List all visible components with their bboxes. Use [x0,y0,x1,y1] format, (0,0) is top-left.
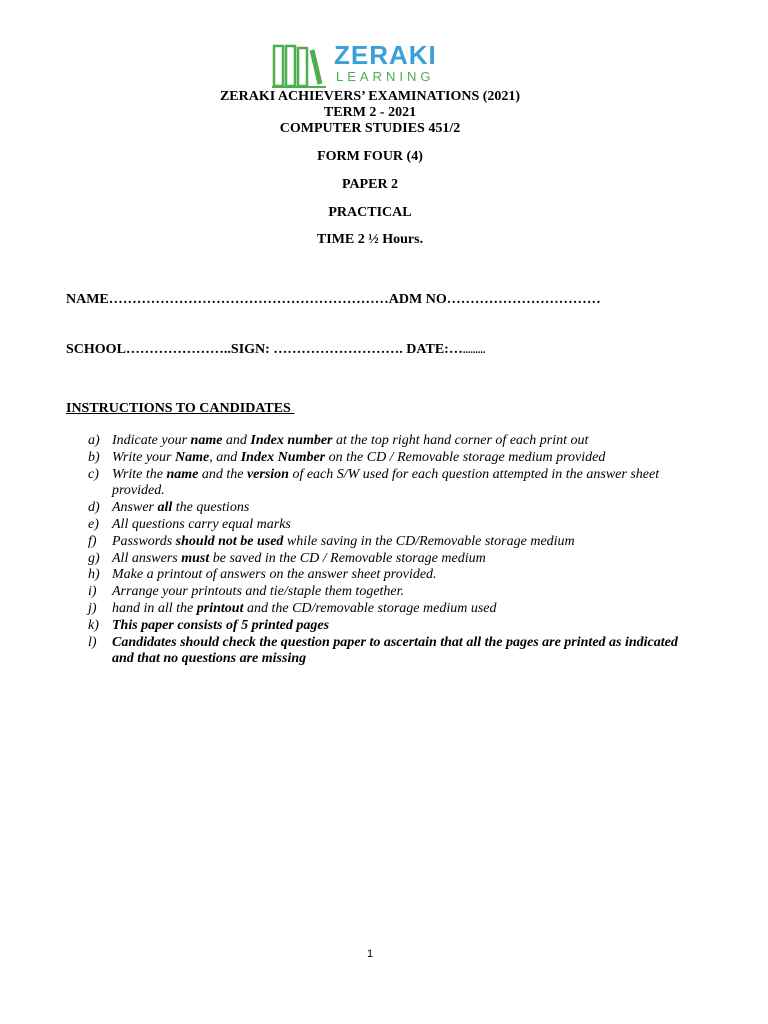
instruction-item [88,500,678,517]
instruction-text [112,467,678,501]
instruction-letter: i) [88,584,97,600]
instruction-emphasis: name [166,466,199,482]
instruction-item [88,551,678,568]
exam-title: ZERAKI ACHIEVERS’ EXAMINATIONS (2021) [219,89,521,104]
instruction-emphasis: Index Number [240,449,326,465]
instruction-item [88,467,678,501]
exam-form: FORM FOUR (4) [317,149,423,164]
instruction-text [112,584,678,601]
exam-term: TERM 2 - 2021 [323,105,417,120]
instruction-fragment: and the CD/removable storage medium used [243,600,497,616]
instruction-fragment: be saved in the CD / Removable storage medium [209,550,486,566]
instruction-emphasis: should not be used [175,533,284,549]
instruction-fragment: hand in all the [112,600,197,616]
instruction-fragment: on the CD / Removable storage medium provided [325,449,606,465]
instruction-text [112,601,678,618]
instruction-text [112,450,678,467]
instruction-text [112,517,678,534]
instruction-text [112,635,678,669]
logo-brand: ZERAKI [334,40,437,70]
school-sign-date-label: SCHOOL…………………..SIGN: ………………………. DATE:… [66,342,463,357]
instruction-emphasis: printout [196,600,244,616]
instruction-text [112,551,678,568]
instruction-item [88,635,678,669]
instruction-letter: e) [88,516,99,532]
logo-tagline: LEARNING [336,69,435,84]
instruction-letter: h) [88,567,100,583]
instruction-item [88,517,678,534]
instruction-fragment: Arrange your printouts and tie/staple them together. [112,584,405,600]
zeraki-logo [272,42,452,88]
instruction-fragment: Make a printout of answers on the answer sheet provided. [112,567,437,583]
instruction-text [112,618,678,635]
instruction-emphasis: version [246,466,289,482]
instruction-fragment: , and [209,449,241,465]
instruction-fragment: and [222,433,251,448]
instruction-emphasis: This paper consists of 5 printed pages [112,617,330,633]
books-icon [272,42,328,88]
instruction-item [88,433,678,450]
instruction-item [88,534,678,551]
exam-type: PRACTICAL [328,205,412,220]
instruction-fragment: All answers [112,550,182,566]
instruction-text [112,500,678,517]
instruction-fragment: Indicate your [112,433,191,448]
instruction-item [88,584,678,601]
instruction-emphasis: must [181,550,210,566]
instruction-emphasis: all [157,500,173,516]
page-number: 1 [366,948,374,960]
instruction-fragment: while saving in the CD/Removable storage medium [283,533,575,549]
instruction-emphasis: Candidates should check the question paper to ascertain that all the pages are printed as indicated and that no questions are missing [112,634,678,667]
instruction-fragment: and the [198,466,247,482]
instruction-item [88,601,678,618]
instruction-emphasis: name [190,433,223,448]
instructions-title: INSTRUCTIONS TO CANDIDATES [66,401,295,416]
instruction-emphasis: Index number [250,433,333,448]
instruction-fragment: the questions [172,500,250,516]
instruction-emphasis: Name [175,449,210,465]
instruction-text [112,567,678,584]
instruction-item [88,567,678,584]
exam-time: TIME 2 ½ Hours. [316,232,424,247]
instruction-text [112,433,678,450]
exam-subject: COMPUTER STUDIES 451/2 [279,121,461,136]
instruction-text [112,534,678,551]
instruction-letter: f) [88,533,97,549]
instruction-letter: a) [88,433,100,448]
school-sign-date-field[interactable] [66,342,485,358]
instructions-list [88,433,678,668]
name-adm-field[interactable]: NAME……………………………………………………ADM NO…………………………… [66,292,601,307]
instruction-fragment: Passwords [112,533,176,549]
instruction-item [88,450,678,467]
exam-paper: PAPER 2 [341,177,399,192]
instruction-fragment: All questions carry equal marks [112,516,291,532]
instruction-fragment: at the top right hand corner of each print out [332,433,589,448]
instruction-letter: l) [88,634,97,650]
instruction-letter: d) [88,500,100,516]
instruction-letter: k) [88,617,99,633]
instruction-fragment: Write your [112,449,175,465]
instruction-item [88,618,678,635]
instruction-letter: c) [88,466,99,482]
instruction-fragment: of each S/W used for each question attempted in the answer sheet provided. [112,466,660,499]
instruction-letter: g) [88,550,100,566]
date-dots: ......... [462,345,486,356]
instruction-letter: b) [88,449,100,465]
instruction-fragment: Write the [112,466,167,482]
instruction-letter: j) [88,600,97,616]
instruction-fragment: Answer [112,500,158,516]
